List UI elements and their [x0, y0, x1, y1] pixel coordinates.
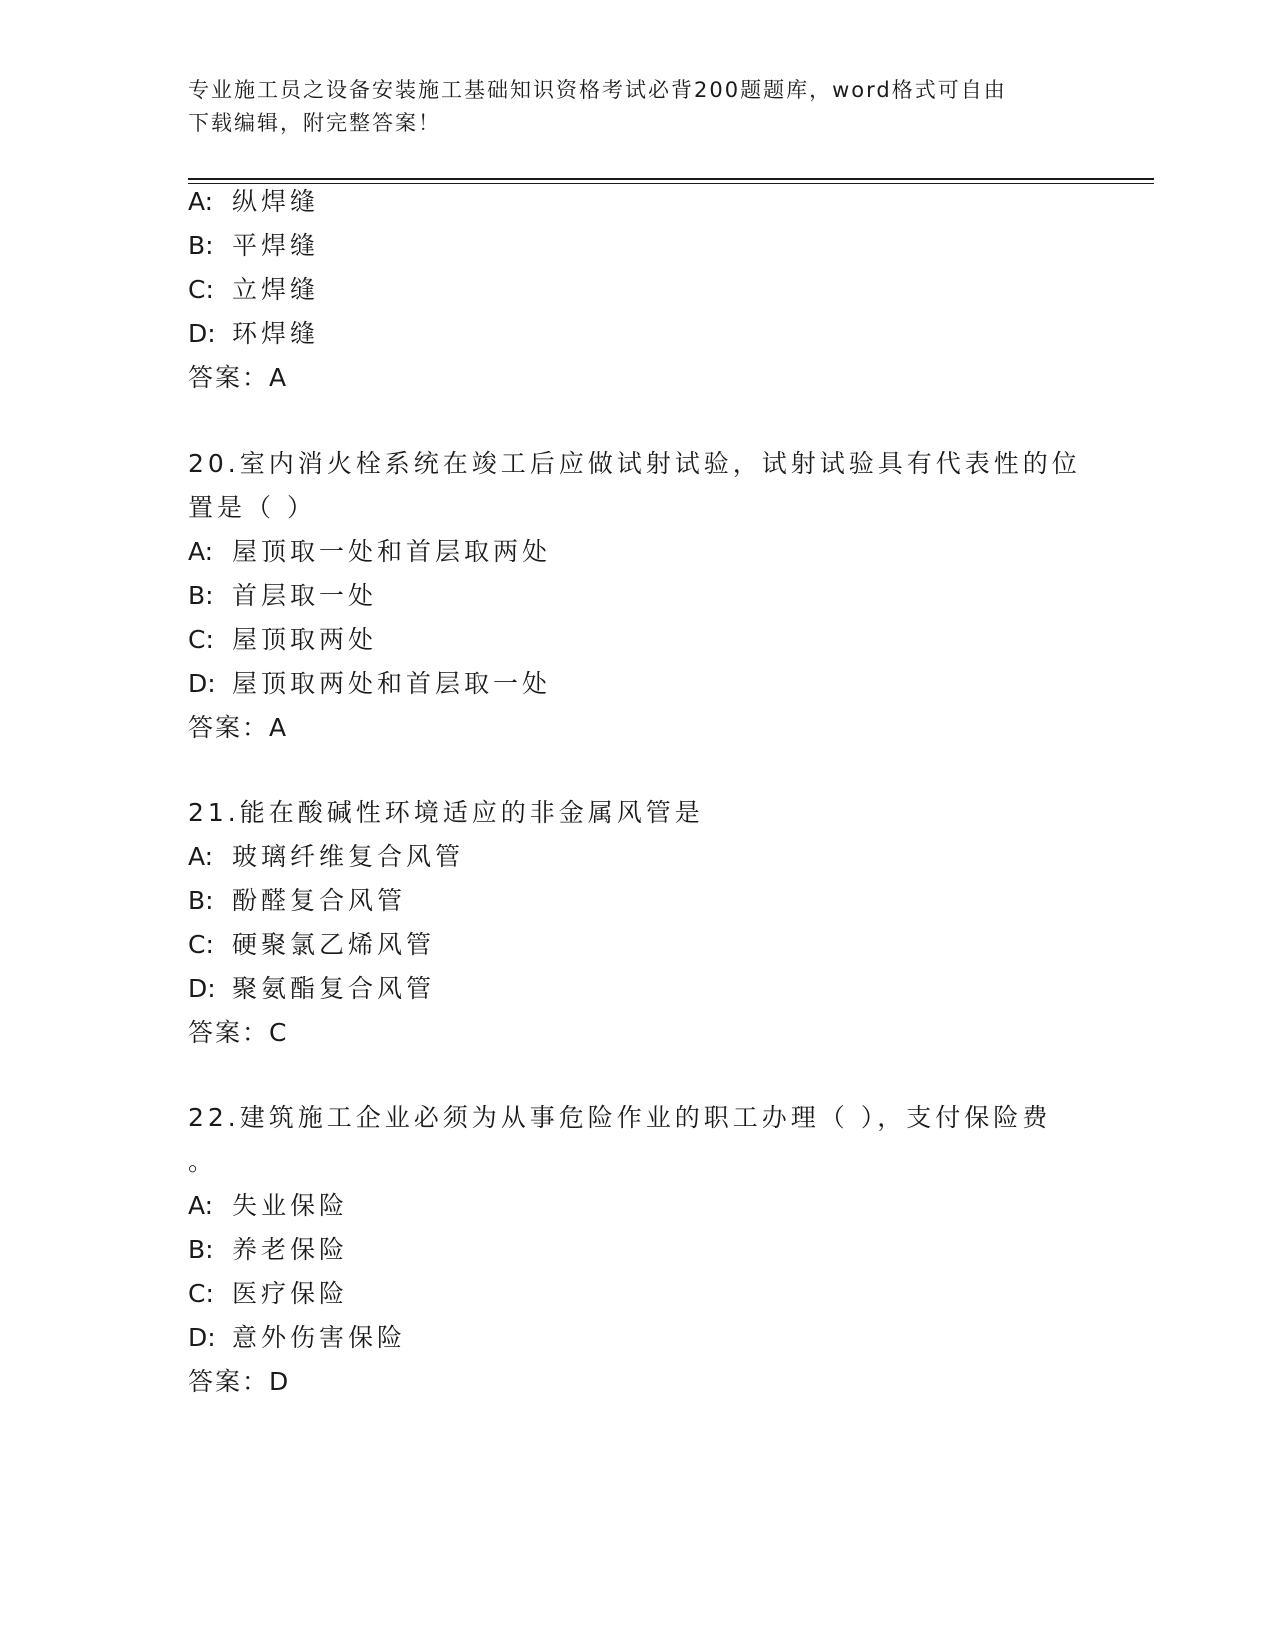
option-text: 硬聚氯乙烯风管 — [232, 930, 436, 959]
option-letter: B: — [188, 581, 214, 610]
option-text: 聚氨酯复合风管 — [232, 974, 436, 1003]
option-letter: D: — [188, 319, 216, 348]
q21-option-d — [188, 972, 435, 1006]
q21-answer: 答案：C — [188, 1018, 289, 1047]
q22-stem-line-1: 22.建筑施工企业必须为从事危险作业的职工办理（ ），支付保险费 — [188, 1103, 1052, 1132]
option-text: 屋顶取两处 — [232, 625, 378, 654]
q20-option-d — [188, 667, 551, 701]
option-letter: B: — [188, 886, 214, 915]
q21-stem-line-1: 21.能在酸碱性环境适应的非金属风管是 — [188, 798, 704, 827]
q20-option-a — [188, 535, 551, 569]
q22-answer: 答案：D — [188, 1367, 291, 1396]
q20-stem-line-2: 置是（ ） — [188, 493, 316, 522]
option-letter: A: — [188, 537, 214, 566]
option-letter: A: — [188, 187, 214, 216]
q21-option-a — [188, 840, 464, 874]
option-letter: C: — [188, 275, 214, 304]
header-line-2: 下载编辑，附完整答案！ — [188, 111, 441, 135]
q22-option-a — [188, 1189, 348, 1223]
q19-answer: 答案：A — [188, 363, 289, 392]
document-header — [188, 74, 1068, 140]
option-letter: C: — [188, 625, 214, 654]
q22-option-d — [188, 1321, 406, 1355]
option-text: 立焊缝 — [232, 275, 320, 304]
header-line-1: 专业施工员之设备安装施工基础知识资格考试必背200题题库，word格式可自由 — [188, 78, 1007, 102]
header-divider-thin — [188, 183, 1154, 184]
option-letter: B: — [188, 1235, 214, 1264]
option-text: 屋顶取两处和首层取一处 — [232, 669, 552, 698]
q22-stem-line-2: 。 — [188, 1147, 218, 1176]
q22-option-c — [188, 1277, 348, 1311]
option-text: 环焊缝 — [232, 319, 320, 348]
q19-option-c — [188, 273, 319, 307]
option-letter: A: — [188, 1191, 214, 1220]
option-text: 意外伤害保险 — [232, 1323, 407, 1352]
option-text: 平焊缝 — [232, 231, 320, 260]
q19-option-d — [188, 317, 319, 351]
option-text: 首层取一处 — [232, 581, 378, 610]
option-letter: D: — [188, 1323, 216, 1352]
q20-stem-line-1: 20.室内消火栓系统在竣工后应做试射试验，试射试验具有代表性的位 — [188, 449, 1081, 478]
q20-option-c — [188, 623, 377, 657]
q19-option-b — [188, 229, 319, 263]
q20-option-b — [188, 579, 377, 613]
q21-option-b — [188, 884, 406, 918]
header-divider-thick — [188, 178, 1154, 180]
q22-option-b — [188, 1233, 348, 1267]
option-text: 酚醛复合风管 — [232, 886, 407, 915]
option-letter: A: — [188, 842, 214, 871]
option-text: 玻璃纤维复合风管 — [232, 842, 465, 871]
q19-option-a — [188, 185, 319, 219]
option-letter: D: — [188, 974, 216, 1003]
q20-answer: 答案：A — [188, 713, 289, 742]
option-text: 纵焊缝 — [232, 187, 320, 216]
option-text: 医疗保险 — [232, 1279, 349, 1308]
option-text: 失业保险 — [232, 1191, 349, 1220]
q21-option-c — [188, 928, 435, 962]
option-letter: C: — [188, 1279, 214, 1308]
option-letter: B: — [188, 231, 214, 260]
option-text: 养老保险 — [232, 1235, 349, 1264]
option-letter: D: — [188, 669, 216, 698]
option-text: 屋顶取一处和首层取两处 — [232, 537, 552, 566]
option-letter: C: — [188, 930, 214, 959]
